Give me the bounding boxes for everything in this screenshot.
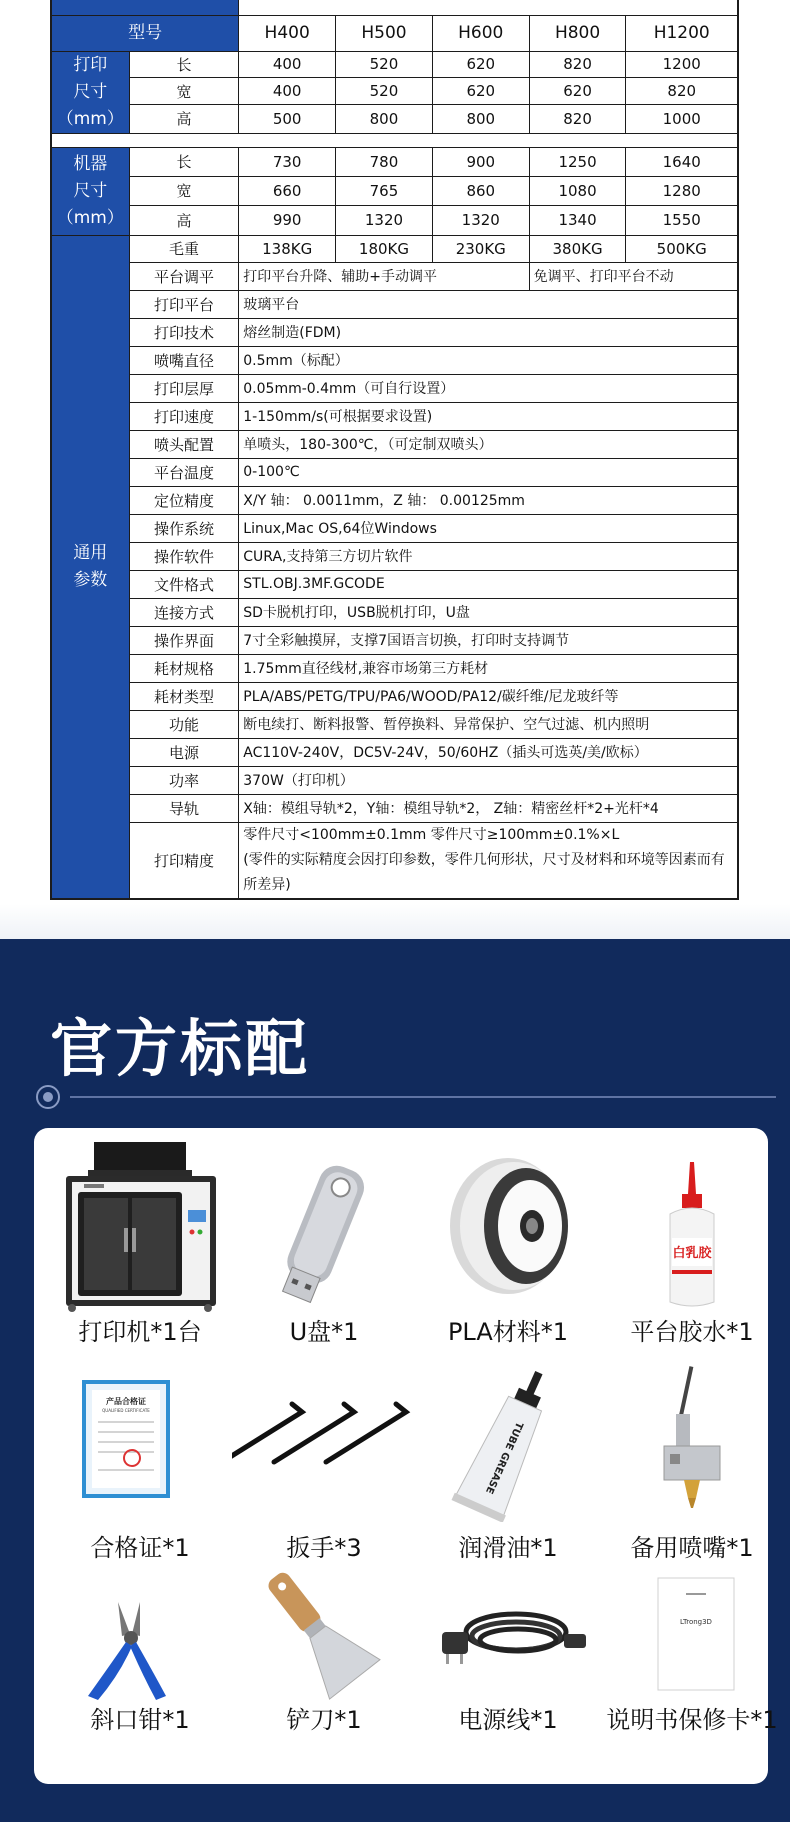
table-row bbox=[51, 654, 738, 682]
table-row bbox=[51, 430, 738, 458]
kit-item bbox=[232, 1362, 416, 1532]
spec-table bbox=[50, 0, 739, 900]
cutting-pliers-image bbox=[48, 1578, 232, 1708]
kit-item bbox=[232, 1136, 416, 1336]
table-row bbox=[51, 570, 738, 598]
row-label: 打印速度 bbox=[129, 402, 239, 430]
table-cell: 520 bbox=[336, 51, 433, 78]
table-cell: 800 bbox=[336, 105, 433, 133]
standard-kit-section bbox=[0, 939, 790, 1822]
table-cell: 单喷头，180-300℃，（可定制双喷头） bbox=[239, 430, 738, 458]
kit-item bbox=[232, 1560, 416, 1710]
table-cell: 500KG bbox=[626, 235, 738, 262]
table-cell: 0.5mm（标配） bbox=[239, 346, 738, 374]
svg-text:LTrong3D: LTrong3D bbox=[680, 1618, 712, 1626]
kit-item bbox=[48, 1578, 232, 1708]
table-cell: 180KG bbox=[336, 235, 433, 262]
table-row bbox=[51, 710, 738, 738]
certificate-image bbox=[48, 1362, 232, 1522]
table-separator bbox=[51, 133, 738, 147]
table-cell: 860 bbox=[432, 176, 529, 205]
table-row bbox=[51, 262, 738, 290]
table-cell: 138KG bbox=[239, 235, 336, 262]
table-cell: 1000 bbox=[626, 105, 738, 133]
table-row bbox=[51, 374, 738, 402]
table-cell: 1320 bbox=[432, 205, 529, 235]
table-cell: 1-150mm/s(可根据要求设置) bbox=[239, 402, 738, 430]
nozzle-image bbox=[600, 1362, 784, 1522]
kit-item-label-cell bbox=[48, 1700, 232, 1740]
table-row bbox=[51, 346, 738, 374]
model-header-label: 型号 bbox=[51, 15, 239, 51]
target-ring-icon bbox=[36, 1085, 60, 1109]
kit-item-label: 斜口钳*1 bbox=[90, 1706, 190, 1734]
table-row bbox=[51, 402, 738, 430]
kit-card bbox=[34, 1128, 778, 1784]
table-row bbox=[51, 542, 738, 570]
table-row bbox=[51, 598, 738, 626]
table-cell: 0-100℃ bbox=[239, 458, 738, 486]
table-cell: 1640 bbox=[626, 147, 738, 176]
table-cell: X/Y 轴： 0.0011mm，Z 轴： 0.00125mm bbox=[239, 486, 738, 514]
table-cell: 990 bbox=[239, 205, 336, 235]
table-cell: 765 bbox=[336, 176, 433, 205]
table-row bbox=[51, 105, 738, 133]
row-label: 宽 bbox=[129, 176, 239, 205]
row-label: 耗材类型 bbox=[129, 682, 239, 710]
kit-item-label-cell bbox=[48, 1312, 232, 1352]
table-cell: 900 bbox=[432, 147, 529, 176]
kit-item-label: 润滑油*1 bbox=[458, 1534, 558, 1562]
row-label: 功率 bbox=[129, 766, 239, 794]
filament-spool-image bbox=[416, 1136, 600, 1316]
svg-text:产品合格证: 产品合格证 bbox=[106, 1397, 146, 1406]
row-label: 操作软件 bbox=[129, 542, 239, 570]
kit-item-label-cell bbox=[416, 1312, 600, 1352]
table-cell: STL.OBJ.3MF.GCODE bbox=[239, 570, 738, 598]
table-row bbox=[51, 235, 738, 262]
kit-item-label-cell bbox=[232, 1312, 416, 1352]
table-cell: 1200 bbox=[626, 51, 738, 78]
kit-item-label: 说明书保修卡*1 bbox=[606, 1706, 778, 1734]
general-group-label: 通用 参数 bbox=[51, 235, 129, 899]
table-row bbox=[51, 626, 738, 654]
table-row bbox=[51, 682, 738, 710]
model-cell: H500 bbox=[336, 15, 433, 51]
table-row bbox=[51, 822, 738, 899]
model-cell: H800 bbox=[529, 15, 626, 51]
kit-item-label: 打印机*1台 bbox=[78, 1318, 202, 1346]
svg-text:TUBE GREASE: TUBE GREASE bbox=[483, 1420, 525, 1496]
table-cell: PLA/ABS/PETG/TPU/PA6/WOOD/PA12/碳纤维/尼龙玻纤等 bbox=[239, 682, 738, 710]
table-cell: SD卡脱机打印，USB脱机打印，U盘 bbox=[239, 598, 738, 626]
table-cell: 400 bbox=[239, 51, 336, 78]
accuracy-line: 零件尺寸<100mm±0.1mm 零件尺寸≥100mm±0.1%×L bbox=[243, 826, 620, 843]
table-cell: 0.05mm-0.4mm（可自行设置） bbox=[239, 374, 738, 402]
kit-item-label-cell bbox=[232, 1700, 416, 1740]
svg-text:QUALIFIED CERTIFICATE: QUALIFIED CERTIFICATE bbox=[102, 1408, 150, 1413]
kit-item-label-cell bbox=[416, 1700, 600, 1740]
table-cell: CURA,支持第三方切片软件 bbox=[239, 542, 738, 570]
row-label: 长 bbox=[129, 51, 239, 78]
kit-item bbox=[48, 1136, 232, 1336]
table-cell: 玻璃平台 bbox=[239, 290, 738, 318]
table-row bbox=[51, 486, 738, 514]
kit-item bbox=[600, 1136, 784, 1336]
kit-item-label: 扳手*3 bbox=[286, 1534, 362, 1562]
row-label: 功能 bbox=[129, 710, 239, 738]
kit-item bbox=[600, 1362, 784, 1532]
table-cell: 800 bbox=[432, 105, 529, 133]
kit-item-label: 合格证*1 bbox=[90, 1534, 190, 1562]
kit-item bbox=[600, 1574, 784, 1704]
table-row bbox=[51, 514, 738, 542]
kit-item-label: 铲刀*1 bbox=[286, 1706, 362, 1734]
svg-text:白乳胶: 白乳胶 bbox=[672, 1246, 712, 1261]
kit-item bbox=[48, 1362, 232, 1532]
manual-image bbox=[600, 1574, 784, 1704]
title-divider bbox=[36, 1085, 776, 1109]
table-row bbox=[51, 78, 738, 105]
kit-item bbox=[416, 1574, 600, 1704]
table-row bbox=[51, 738, 738, 766]
accuracy-note: (零件的实际精度会因打印参数，零件几何形状，尺寸及材料和环境等因素而有所差异) bbox=[243, 851, 725, 893]
table-cell: 380KG bbox=[529, 235, 626, 262]
print-size-group-label: 打印 尺寸 （mm） bbox=[51, 51, 129, 133]
kit-item-label-cell bbox=[416, 1528, 600, 1568]
row-label: 操作界面 bbox=[129, 626, 239, 654]
divider-line bbox=[70, 1096, 776, 1098]
row-label: 操作系统 bbox=[129, 514, 239, 542]
row-label: 喷头配置 bbox=[129, 430, 239, 458]
row-label: 宽 bbox=[129, 78, 239, 105]
table-cell: 820 bbox=[529, 105, 626, 133]
row-label: 毛重 bbox=[129, 235, 239, 262]
machine-size-group-label: 机器 尺寸 （mm） bbox=[51, 147, 129, 235]
kit-item-label-cell bbox=[48, 1528, 232, 1568]
table-row bbox=[51, 766, 738, 794]
row-label: 连接方式 bbox=[129, 598, 239, 626]
row-label: 长 bbox=[129, 147, 239, 176]
table-cell: 620 bbox=[432, 51, 529, 78]
table-cell: 230KG bbox=[432, 235, 529, 262]
table-cell: 620 bbox=[432, 78, 529, 105]
table-cell: 1080 bbox=[529, 176, 626, 205]
printer-image bbox=[48, 1136, 232, 1316]
table-cell: 730 bbox=[239, 147, 336, 176]
accuracy-cell bbox=[239, 822, 738, 899]
table-row bbox=[51, 205, 738, 235]
model-cell: H600 bbox=[432, 15, 529, 51]
table-row bbox=[51, 318, 738, 346]
table-cell: 780 bbox=[336, 147, 433, 176]
row-label: 打印精度 bbox=[129, 822, 239, 899]
row-label: 平台调平 bbox=[129, 262, 239, 290]
table-cell: X轴：模组导轨*2，Y轴：模组导轨*2， Z轴：精密丝杆*2+光杆*4 bbox=[239, 794, 738, 822]
table-cell: 免调平、打印平台不动 bbox=[529, 262, 738, 290]
model-header-row bbox=[51, 15, 738, 51]
table-cell: 1320 bbox=[336, 205, 433, 235]
table-cell: 打印平台升降、辅助+手动调平 bbox=[239, 262, 529, 290]
power-cord-image bbox=[416, 1574, 600, 1704]
kit-item-label: 电源线*1 bbox=[458, 1706, 558, 1734]
table-cell: 520 bbox=[336, 78, 433, 105]
row-label: 耗材规格 bbox=[129, 654, 239, 682]
table-row bbox=[51, 147, 738, 176]
section-title: 官方标配 bbox=[50, 1012, 311, 1085]
row-label: 打印平台 bbox=[129, 290, 239, 318]
kit-item-label: 平台胶水*1 bbox=[630, 1318, 754, 1346]
table-cell: Linux,Mac OS,64位Windows bbox=[239, 514, 738, 542]
table-row bbox=[51, 794, 738, 822]
hex-wrench-image bbox=[232, 1362, 416, 1522]
row-label: 高 bbox=[129, 205, 239, 235]
row-label: 平台温度 bbox=[129, 458, 239, 486]
table-cell: 1340 bbox=[529, 205, 626, 235]
table-cell: 1280 bbox=[626, 176, 738, 205]
table-row bbox=[51, 176, 738, 205]
table-cell: 1250 bbox=[529, 147, 626, 176]
table-top-cut-row bbox=[51, 0, 738, 15]
kit-item-label: 备用喷嘴*1 bbox=[630, 1534, 754, 1562]
kit-item-label-cell bbox=[600, 1700, 784, 1740]
table-row bbox=[51, 290, 738, 318]
row-label: 打印层厚 bbox=[129, 374, 239, 402]
table-cell: 1550 bbox=[626, 205, 738, 235]
kit-item-label: PLA材料*1 bbox=[447, 1318, 569, 1346]
row-label: 电源 bbox=[129, 738, 239, 766]
table-cell: 7寸全彩触摸屏，支撑7国语言切换，打印时支持调节 bbox=[239, 626, 738, 654]
row-label: 定位精度 bbox=[129, 486, 239, 514]
table-cell: AC110V-240V，DC5V-24V，50/60HZ（插头可选英/美/欧标） bbox=[239, 738, 738, 766]
table-cell: 断电续打、断料报警、暂停换料、异常保护、空气过滤、机内照明 bbox=[239, 710, 738, 738]
row-label: 高 bbox=[129, 105, 239, 133]
row-label: 打印技术 bbox=[129, 318, 239, 346]
kit-item bbox=[416, 1362, 600, 1532]
row-label: 文件格式 bbox=[129, 570, 239, 598]
table-cell: 400 bbox=[239, 78, 336, 105]
kit-item-label-cell bbox=[600, 1312, 784, 1352]
table-cell: 620 bbox=[529, 78, 626, 105]
kit-item-label: U盘*1 bbox=[289, 1318, 359, 1346]
model-cell: H1200 bbox=[626, 15, 738, 51]
usb-drive-image bbox=[232, 1136, 416, 1316]
table-cell: 820 bbox=[626, 78, 738, 105]
table-cell: 660 bbox=[239, 176, 336, 205]
table-cell: 500 bbox=[239, 105, 336, 133]
table-cell: 820 bbox=[529, 51, 626, 78]
table-cell: 熔丝制造(FDM) bbox=[239, 318, 738, 346]
table-row bbox=[51, 458, 738, 486]
table-cell: 1.75mm直径线材,兼容市场第三方耗材 bbox=[239, 654, 738, 682]
kit-item-label-cell bbox=[600, 1528, 784, 1568]
glue-bottle-image bbox=[600, 1136, 784, 1316]
grease-tube-image bbox=[416, 1362, 600, 1522]
row-label: 导轨 bbox=[129, 794, 239, 822]
kit-item bbox=[416, 1136, 600, 1336]
table-row bbox=[51, 51, 738, 78]
model-cell: H400 bbox=[239, 15, 336, 51]
row-label: 喷嘴直径 bbox=[129, 346, 239, 374]
scraper-image bbox=[232, 1560, 416, 1710]
table-cell: 370W（打印机） bbox=[239, 766, 738, 794]
